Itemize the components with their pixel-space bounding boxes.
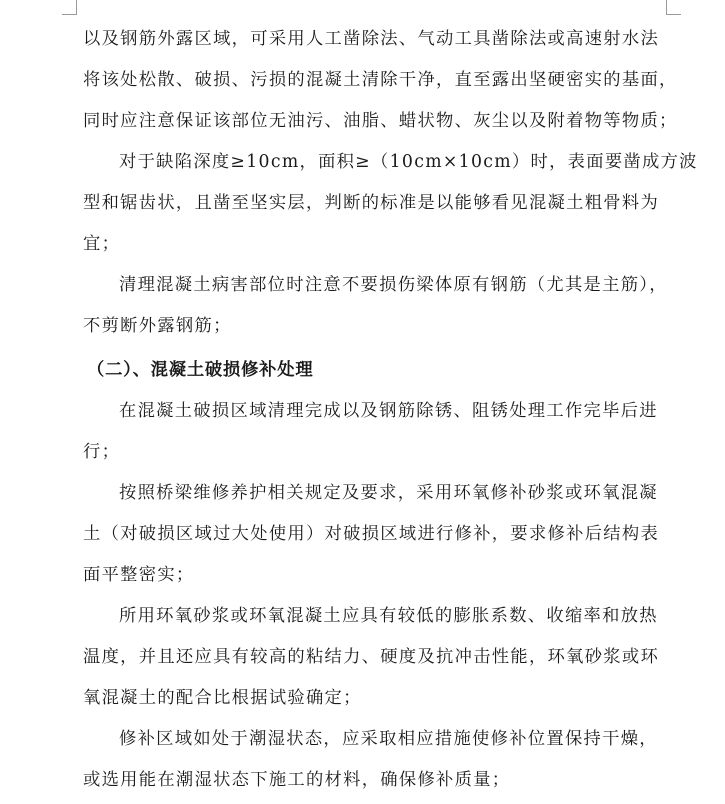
paragraph-line: 同时应注意保证该部位无油污、油脂、蜡状物、灰尘以及附着物等物质； [83,111,678,131]
paragraph-line: 以及钢筋外露区域，可采用人工凿除法、气动工具凿除法或高速射水法 [83,29,660,49]
paragraph-line: 按照桥梁维修养护相关规定及要求，采用环氧修补砂浆或环氧混凝 [119,483,658,503]
paragraph-line: 清理混凝土病害部位时注意不要损伤梁体原有钢筋（尤其是主筋）， [119,275,668,295]
paragraph-line: 面平整密实； [83,565,195,585]
paragraph-line: 或选用能在潮湿状态下施工的材料，确保修补质量； [83,770,511,790]
page-corner-mark-left [62,0,77,15]
paragraph-line: 氧混凝土的配合比根据试验确定； [83,688,362,708]
paragraph-line: 行； [83,442,121,462]
paragraph-line: 修补区域如处于潮湿状态，应采取相应措施使修补位置保持干燥， [119,729,658,749]
paragraph-line: 对于缺陷深度≥10cm，面积≥（10cm×10cm）时，表面要凿成方波 [119,152,698,172]
paragraph-line: 宜； [83,234,121,254]
paragraph-line: 型和锯齿状，且凿至坚实层，判断的标准是以能够看见混凝土粗骨料为 [83,193,660,213]
paragraph-line: 将该处松散、破损、污损的混凝土清除干净，直至露出坚硬密实的基面， [83,70,678,90]
paragraph-line: 在混凝土破损区域清理完成以及钢筋除锈、阻锈处理工作完毕后进 [119,401,658,421]
paragraph-line: 所用环氧砂浆或环氧混凝土应具有较低的膨胀系数、收缩率和放热 [119,606,658,626]
paragraph-line: 温度，并且还应具有较高的粘结力、硬度及抗冲击性能，环氧砂浆或环 [83,647,660,667]
section-heading: （二）、混凝土破损修补处理 [87,360,314,380]
paragraph-line: 不剪断外露钢筋； [83,316,232,336]
paragraph-line: 土（对破损区域过大处使用）对破损区域进行修补，要求修补后结构表 [83,524,660,544]
page-corner-mark-right [666,0,681,15]
